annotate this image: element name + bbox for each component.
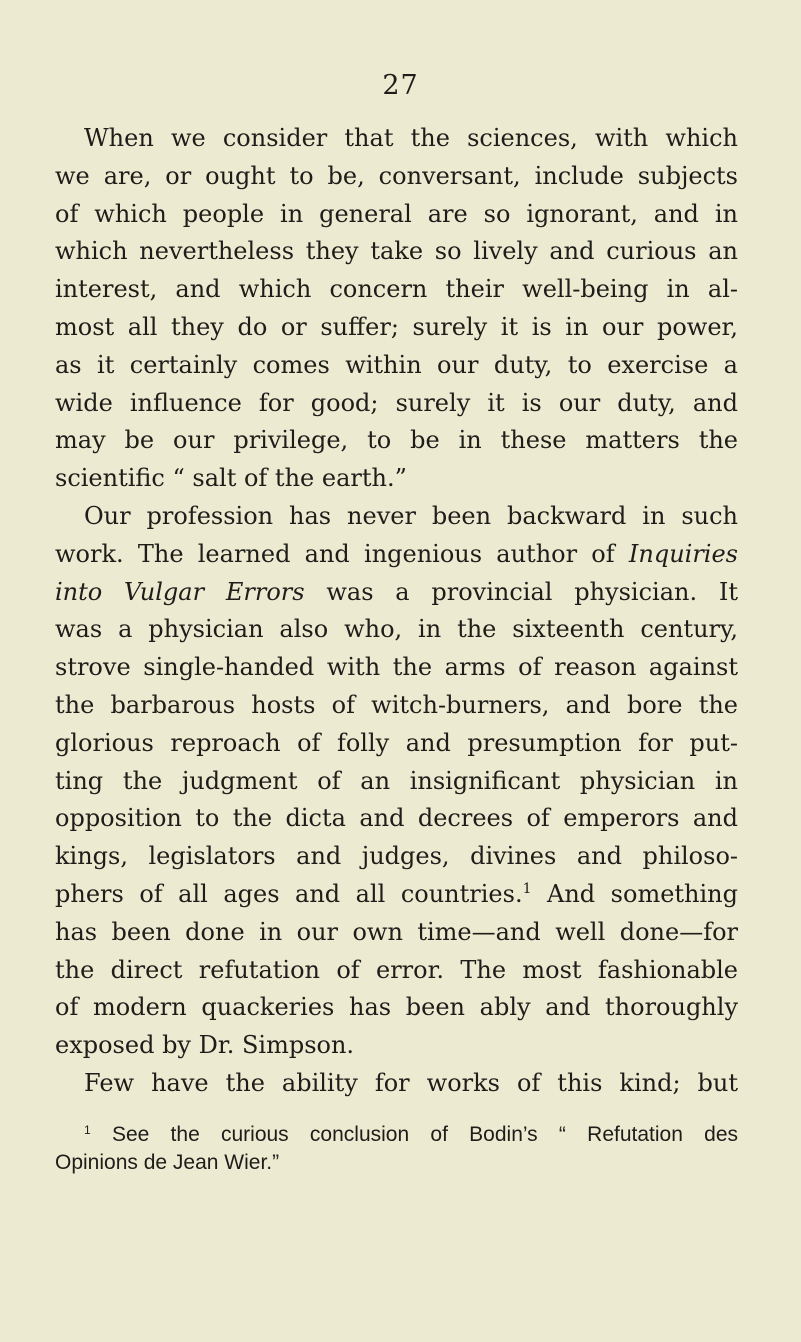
footnote-line: Opinions de Jean Wier.” bbox=[55, 1151, 280, 1174]
text-line: scientific “ salt of the earth.” bbox=[55, 464, 407, 493]
text-line: When we consider that the sciences, with which bbox=[84, 124, 738, 152]
text-run: work. The learned and ingenious author of bbox=[55, 539, 615, 568]
text-line: the barbarous hosts of witch-burners, and bore the bbox=[55, 690, 738, 719]
text-line: interest, and which concern their well-being in al- bbox=[55, 275, 738, 304]
footnote bbox=[55, 1121, 738, 1177]
text-run: And something bbox=[547, 879, 738, 908]
footnote-line bbox=[55, 1121, 738, 1149]
text-line: which nevertheless they take so lively and curious an bbox=[55, 237, 738, 266]
text-line: the direct refutation of error. The most fashionable bbox=[55, 955, 738, 984]
page-number: 27 bbox=[382, 70, 419, 101]
text-line: may be our privilege, to be in these matters the bbox=[55, 426, 738, 455]
text-line: exposed by Dr. Simpson. bbox=[55, 1031, 355, 1060]
text-line: of which people in general are so ignorant, and in bbox=[55, 199, 738, 228]
footnote-marker: 1 bbox=[84, 1123, 91, 1137]
text-line bbox=[55, 876, 738, 914]
footnote-reference: 1 bbox=[522, 880, 532, 897]
text-line bbox=[55, 574, 738, 612]
text-line: strove single-handed with the arms of reason against bbox=[55, 653, 738, 682]
text-line: Few have the ability for works of this kind; but bbox=[84, 1068, 738, 1097]
body-text bbox=[55, 120, 738, 1103]
text-line: most all they do or suffer; surely it is in our power, bbox=[55, 312, 738, 341]
text-line: we are, or ought to be, conversant, include subjects bbox=[55, 161, 738, 190]
text-line: opposition to the dicta and decrees of emperors and bbox=[55, 804, 738, 833]
text-line: ting the judgment of an insignificant physician in bbox=[55, 766, 738, 795]
text-line: as it certainly comes within our duty, to exercise a bbox=[55, 350, 738, 379]
text-run: phers of all ages and all countries. bbox=[55, 879, 523, 908]
text-line: wide influence for good; surely it is our duty, and bbox=[55, 388, 738, 417]
text-run: was a provincial physician. It bbox=[326, 577, 739, 606]
text-line bbox=[55, 536, 738, 574]
text-line: glorious reproach of folly and presumption for put- bbox=[55, 728, 738, 757]
italic-title: into Vulgar Errors bbox=[55, 577, 305, 606]
text-line: was a physician also who, in the sixteenth century, bbox=[55, 615, 738, 644]
text-line: Our profession has never been backward in such bbox=[84, 501, 738, 530]
footnote-text: See the curious conclusion of Bodin’s “ Refutation des bbox=[111, 1123, 738, 1146]
text-line: kings, legislators and judges, divines and philoso- bbox=[55, 842, 738, 871]
text-line: of modern quackeries has been ably and thoroughly bbox=[55, 993, 738, 1022]
text-line: has been done in our own time—and well done—for bbox=[55, 917, 738, 946]
italic-title: Inquiries bbox=[628, 539, 738, 568]
